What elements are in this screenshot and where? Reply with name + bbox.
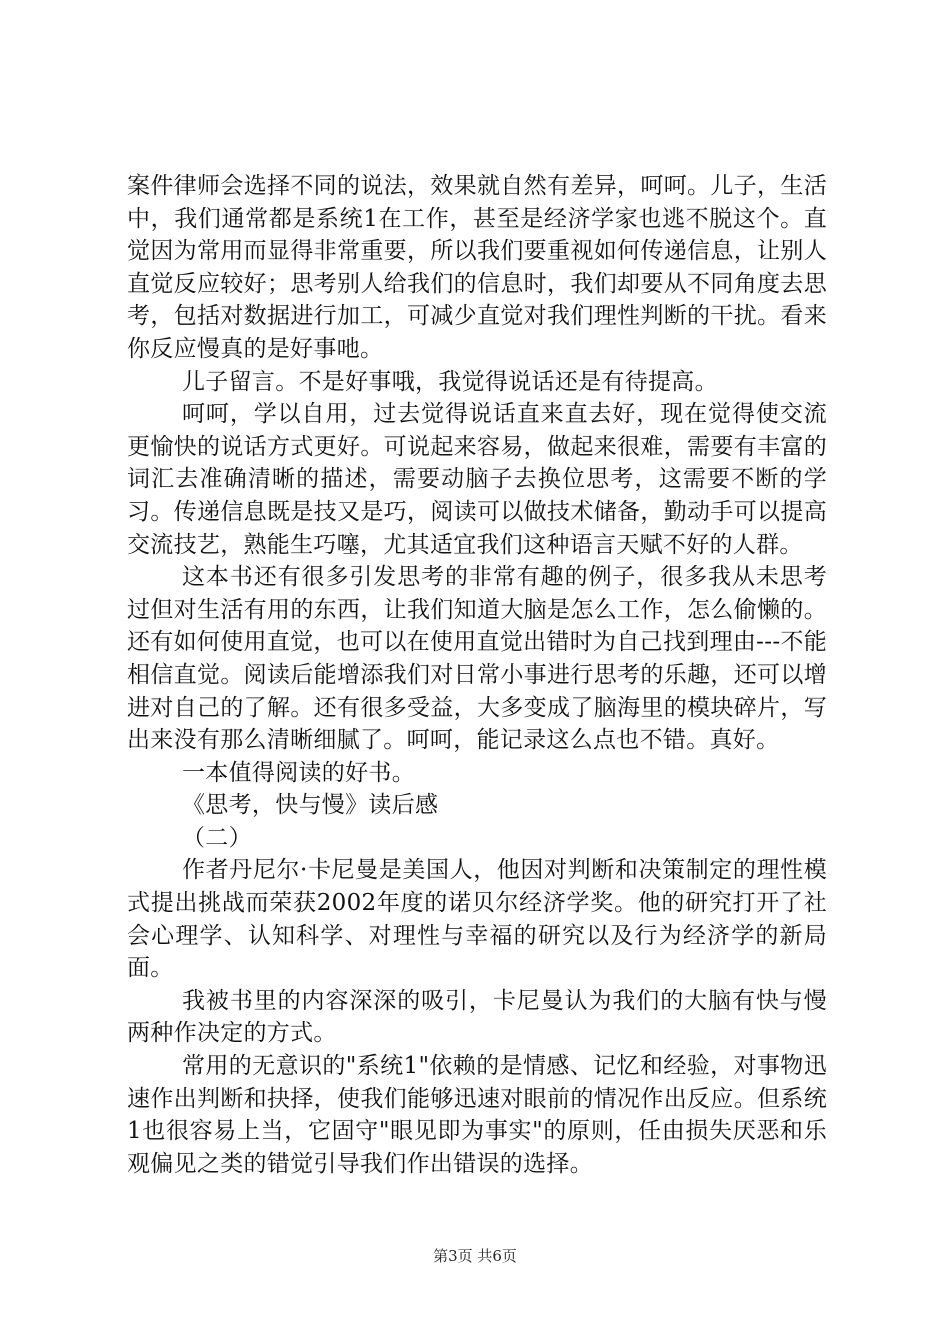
- page-number: 第3页 共6页: [433, 1247, 517, 1265]
- paragraph: 一本值得阅读的好书。: [182, 759, 415, 786]
- paragraph: 常用的无意识的"系统1"依赖的是情感、记忆和经验，对事物迅速作出判断和抉择，使我们能够迅速对眼前的情况作出反应。但系统1也很容易上当，它固守"眼见即为事实"的原则，任由损失厌恶和乐观偏见之类的错觉引导我们作出错误的选择。: [127, 1053, 827, 1177]
- paragraph: 案件律师会选择不同的说法，效果就自然有差异，呵呵。儿子，生活中，我们通常都是系统1在工作，甚至是经济学家也逃不脱这个。直觉因为常用而显得非常重要，所以我们要重视如何传递信息，让别人直觉反应较好；思考别人给我们的信息时，我们却要从不同角度去思考，包括对数据进行加工，可减少直觉对我们理性判断的干扰。看来你反应慢真的是好事吔。: [127, 173, 827, 362]
- page-footer: [0, 1245, 950, 1266]
- section-title: 《思考，快与慢》读后感: [182, 792, 439, 819]
- document-body: [127, 170, 827, 1180]
- paragraph: 这本书还有很多引发思考的非常有趣的例子，很多我从未思考过但对生活有用的东西，让我们知道大脑是怎么工作，怎么偷懒的。还有如何使用直觉，也可以在使用直觉出错时为自己找到理由---不能相信直觉。阅读后能增添我们对日常小事进行思考的乐趣，还可以增进对自己的了解。还有很多受益，大多变成了脑海里的模块碎片，写出来没有那么清晰细腻了。呵呵，能记录这么点也不错。真好。: [127, 564, 827, 754]
- paragraph: 儿子留言。不是好事哦，我觉得说话还是有待提高。: [182, 368, 718, 395]
- paragraph: 呵呵，学以自用，过去觉得说话直来直去好，现在觉得使交流更愉快的说话方式更好。可说起来容易，做起来很难，需要有丰富的词汇去准确清晰的描述，需要动脑子去换位思考，这需要不断的学习。传递信息既是技又是巧，阅读可以做技术储备，勤动手可以提高交流技艺，熟能生巧噻，尤其适宜我们这种语言天赋不好的人群。: [127, 401, 827, 558]
- paragraph: 作者丹尼尔·卡尼曼是美国人，他因对判断和决策制定的理性模式提出挑战而荣获2002年度的诺贝尔经济学奖。他的研究打开了社会心理学、认知科学、对理性与幸福的研究以及行为经济学的新局面。: [127, 857, 827, 982]
- section-number: （二）: [182, 824, 252, 851]
- paragraph: 我被书里的内容深深的吸引，卡尼曼认为我们的大脑有快与慢两种作决定的方式。: [127, 987, 827, 1047]
